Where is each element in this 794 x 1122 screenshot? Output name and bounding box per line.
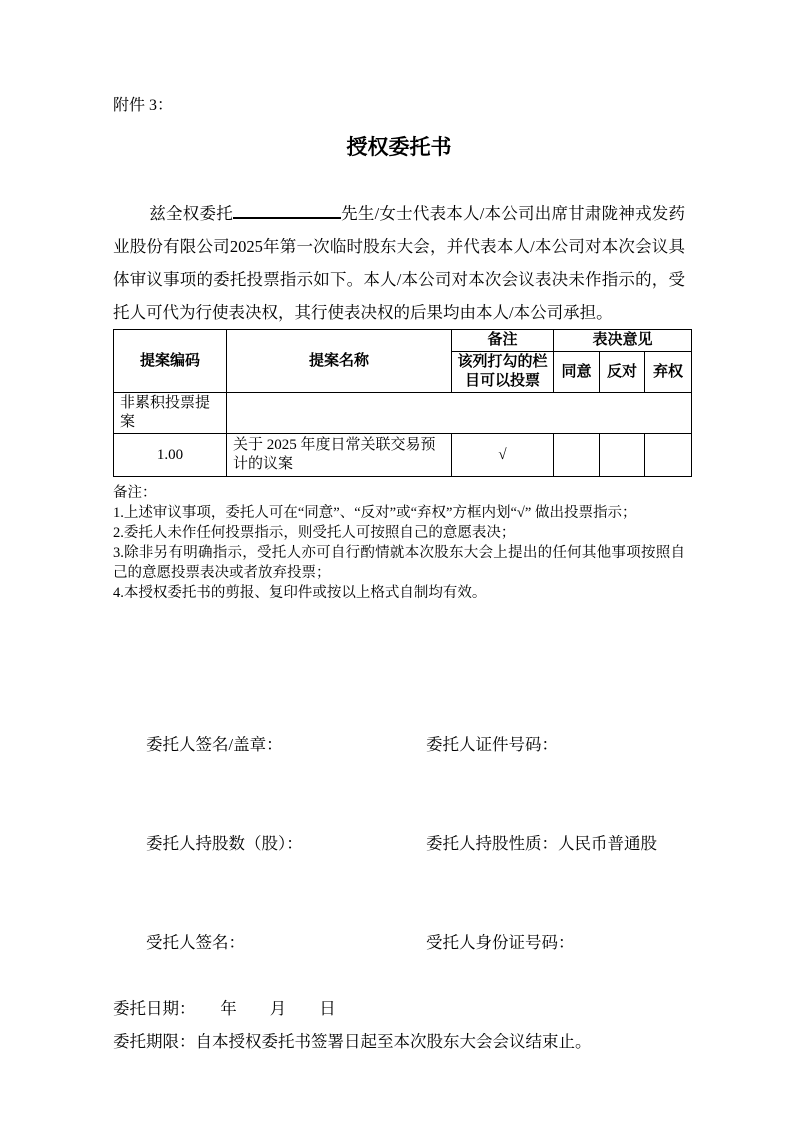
header-against: 反对 bbox=[600, 352, 645, 393]
principal-name-blank bbox=[233, 203, 341, 219]
trustee-id-label: 受托人身份证号码： bbox=[426, 933, 575, 952]
principal-share-type-label: 委托人持股性质：人民币普通股 bbox=[426, 834, 657, 853]
section-row-empty bbox=[227, 393, 692, 434]
header-proposal-name: 提案名称 bbox=[227, 330, 452, 393]
header-remark: 备注 bbox=[452, 330, 554, 352]
note-item-2: 2.委托人未作任何投票指示，则受托人可按照自己的意愿表决； bbox=[113, 525, 516, 541]
document-content bbox=[113, 96, 685, 1058]
table-row bbox=[114, 434, 692, 477]
notes-label: 备注： bbox=[113, 485, 157, 501]
principal-signature-label: 委托人签名/盖章： bbox=[146, 735, 283, 754]
note-item-1: 1.上述审议事项，委托人可在“同意”、“反对”或“弃权”方框内划“√” 做出投票指示； bbox=[113, 505, 637, 521]
intro-body-text: 先生/女士代表本人/本公司出席甘肃陇神戎发药业股份有限公司2025年第一次临时股东大会，并代表本人/本公司对本次会议具体审议事项的委托投票指示如下。本人/本公司对本次会议表决未作指示的，受托人可代为行使表决权，其行使表决权的后果均由本人/本公司承担。 bbox=[113, 204, 686, 322]
remark-check-mark: √ bbox=[452, 434, 554, 477]
agree-vote-cell bbox=[554, 434, 600, 477]
principal-id-label: 委托人证件号码： bbox=[426, 735, 558, 754]
entrust-date-line: 委托日期： 年 月 日 bbox=[113, 999, 336, 1018]
proposal-code-cell: 1.00 bbox=[114, 434, 227, 477]
document-title: 授权委托书 bbox=[346, 135, 452, 159]
attachment-label: 附件 3： bbox=[113, 97, 174, 114]
signature-row bbox=[113, 695, 685, 794]
signature-row bbox=[113, 893, 685, 992]
signature-section bbox=[113, 695, 685, 1058]
abstain-vote-cell bbox=[645, 434, 692, 477]
note-item-3: 3.除非另有明确指示，受托人亦可自行酌情就本次股东大会上提出的任何其他事项按照自己的意愿投票表决或者放弃投票； bbox=[113, 545, 685, 581]
intro-lead-text: 兹全权委托 bbox=[149, 204, 233, 223]
notes-section bbox=[113, 483, 685, 603]
header-agree: 同意 bbox=[554, 352, 600, 393]
header-vote-opinion: 表决意见 bbox=[554, 330, 692, 352]
header-proposal-code: 提案编码 bbox=[114, 330, 227, 393]
against-vote-cell bbox=[600, 434, 645, 477]
header-abstain: 弃权 bbox=[645, 352, 692, 393]
note-item-4: 4.本授权委托书的剪报、复印件或按以上格式自制均有效。 bbox=[113, 585, 487, 601]
trustee-signature-label: 受托人签名： bbox=[146, 933, 245, 952]
principal-shares-label: 委托人持股数（股）： bbox=[146, 834, 303, 853]
section-row-label: 非累积投票提案 bbox=[114, 393, 227, 434]
signature-row bbox=[113, 794, 685, 893]
entrust-term-line: 委托期限：自本授权委托书签署日起至本次股东大会会议结束止。 bbox=[113, 1032, 592, 1051]
intro-paragraph bbox=[113, 197, 685, 329]
header-remark-sub: 该列打勾的栏目可以投票 bbox=[452, 352, 554, 393]
proposal-name-cell: 关于 2025 年度日常关联交易预计的议案 bbox=[227, 434, 452, 477]
proposal-vote-table bbox=[113, 329, 692, 477]
